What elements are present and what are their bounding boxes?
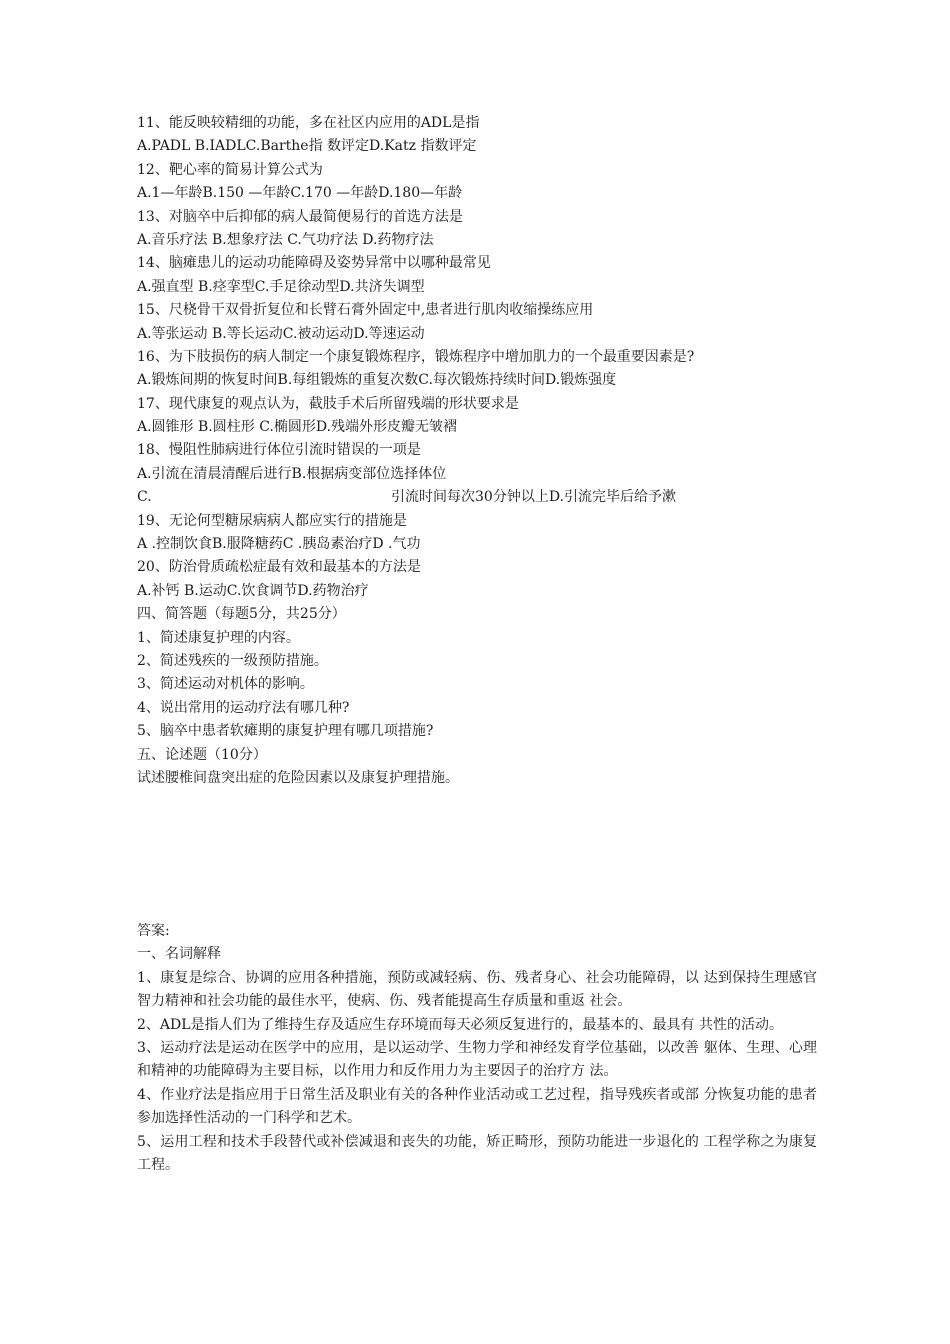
question-19: 19、无论何型糖尿病病人都应实行的措施是 [137, 512, 407, 529]
question-14: 14、脑瘫患儿的运动功能障碍及姿势异常中以哪种最常见 [137, 255, 491, 272]
options-20: A.补钙 B.运动C.饮食调节D.药物治疗 [137, 582, 369, 599]
options-11: A.PADL B.IADLC.Barthe指 数评定D.Katz 指数评定 [137, 138, 477, 155]
options-12: A.1—年龄B.150 —年龄C.170 —年龄D.180—年龄 [137, 185, 463, 202]
short-answer-1: 1、简述康复护理的内容。 [137, 629, 300, 646]
option-c-label: C. [137, 489, 152, 506]
question-12: 12、靶心率的简易计算公式为 [137, 161, 323, 178]
options-18: A.引流在清晨清醒后进行B.根据病变部位选择体位 [137, 465, 447, 482]
options-14: A.强直型 B.痉挛型C.手足徐动型D.共济失调型 [137, 278, 425, 295]
short-answer-3: 3、简述运动对机体的影响。 [137, 676, 314, 693]
answer-paragraph-1: 1、康复是综合、协调的应用各种措施，预防或减轻病、伤、残者身心、社会功能障碍，以 达到保持生理感官智力精神和社会功能的最佳水平，使病、伤、残者能提高生存质量和重返 社会。 [137, 969, 817, 1010]
answer-paragraph-2: 2、ADL是指人们为了维持生存及适应生存环境而每天必须反复进行的，最基本的、最具有 共性的活动。 [137, 1016, 783, 1033]
question-16: 16、为下肢损伤的病人制定一个康复锻炼程序，锻炼程序中增加肌力的一个最重要因素是? [137, 348, 695, 365]
options-16: A.锻炼间期的恢复时间B.每组锻炼的重复次数C.每次锻炼持续时间D.锻炼强度 [137, 372, 617, 389]
option-c-text: 引流时间每次30分钟以上D.引流完毕后给予漱 [391, 489, 676, 506]
answer-paragraph-4: 4、作业疗法是指应用于日常生活及职业有关的各种作业活动或工艺过程，指导残疾者或部 分恢复功能的患者参加选择性活动的一门科学和艺术。 [137, 1086, 817, 1127]
options-17: A.圆锥形 B.圆柱形 C.椭圆形D.残端外形皮瓣无皱褶 [137, 419, 458, 436]
options-15: A.等张运动 B.等长运动C.被动运动D.等速运动 [137, 325, 425, 342]
question-18: 18、慢阻性肺病进行体位引流时错误的一项是 [137, 442, 421, 459]
essay-question: 试述腰椎间盘突出症的危险因素以及康复护理措施。 [137, 769, 459, 786]
short-answer-4: 4、说出常用的运动疗法有哪几种? [137, 699, 350, 716]
options-18-continued [137, 486, 817, 509]
question-20: 20、防治骨质疏松症最有效和最基本的方法是 [137, 559, 421, 576]
answers-heading: 答案: [137, 923, 170, 939]
question-17: 17、现代康复的观点认为，截肢手术后所留残端的形状要求是 [137, 395, 519, 412]
section-4-title: 四、简答题（每题5分，共25分） [137, 606, 346, 623]
answers-subheading: 一、名词解释 [137, 946, 221, 963]
short-answer-2: 2、简述残疾的一级预防措施。 [137, 652, 328, 669]
section-5-title: 五、论述题（10分） [137, 746, 267, 763]
question-11: 11、能反映较精细的功能，多在社区内应用的ADL是指 [137, 115, 480, 131]
answer-paragraph-3: 3、运动疗法是运动在医学中的应用，是以运动学、生物力学和神经发育学位基础，以改善 躯体、生理、心理和精神的功能障碍为主要目标，以作用力和反作用力为主要因子的治疗方 法。 [137, 1040, 817, 1080]
options-13: A.音乐疗法 B.想象疗法 C.气功疗法 D.药物疗法 [137, 231, 434, 248]
question-13: 13、对脑卒中后抑郁的病人最简便易行的首选方法是 [137, 208, 463, 225]
options-19: A .控制饮食B.服降糖药C .胰岛素治疗D .气功 [137, 536, 421, 553]
question-15: 15、尺桡骨干双骨折复位和长臂石膏外固定中,患者进行肌肉收缩操练应用 [137, 302, 594, 319]
answer-paragraph-5: 5、运用工程和技术手段替代或补偿减退和丧失的功能，矫正畸形，预防功能进一步退化的 工程学称之为康复工程。 [137, 1133, 817, 1174]
answers-section [137, 920, 817, 1177]
exam-questions [137, 112, 817, 790]
short-answer-5: 5、脑卒中患者软瘫期的康复护理有哪几项措施? [137, 723, 434, 740]
